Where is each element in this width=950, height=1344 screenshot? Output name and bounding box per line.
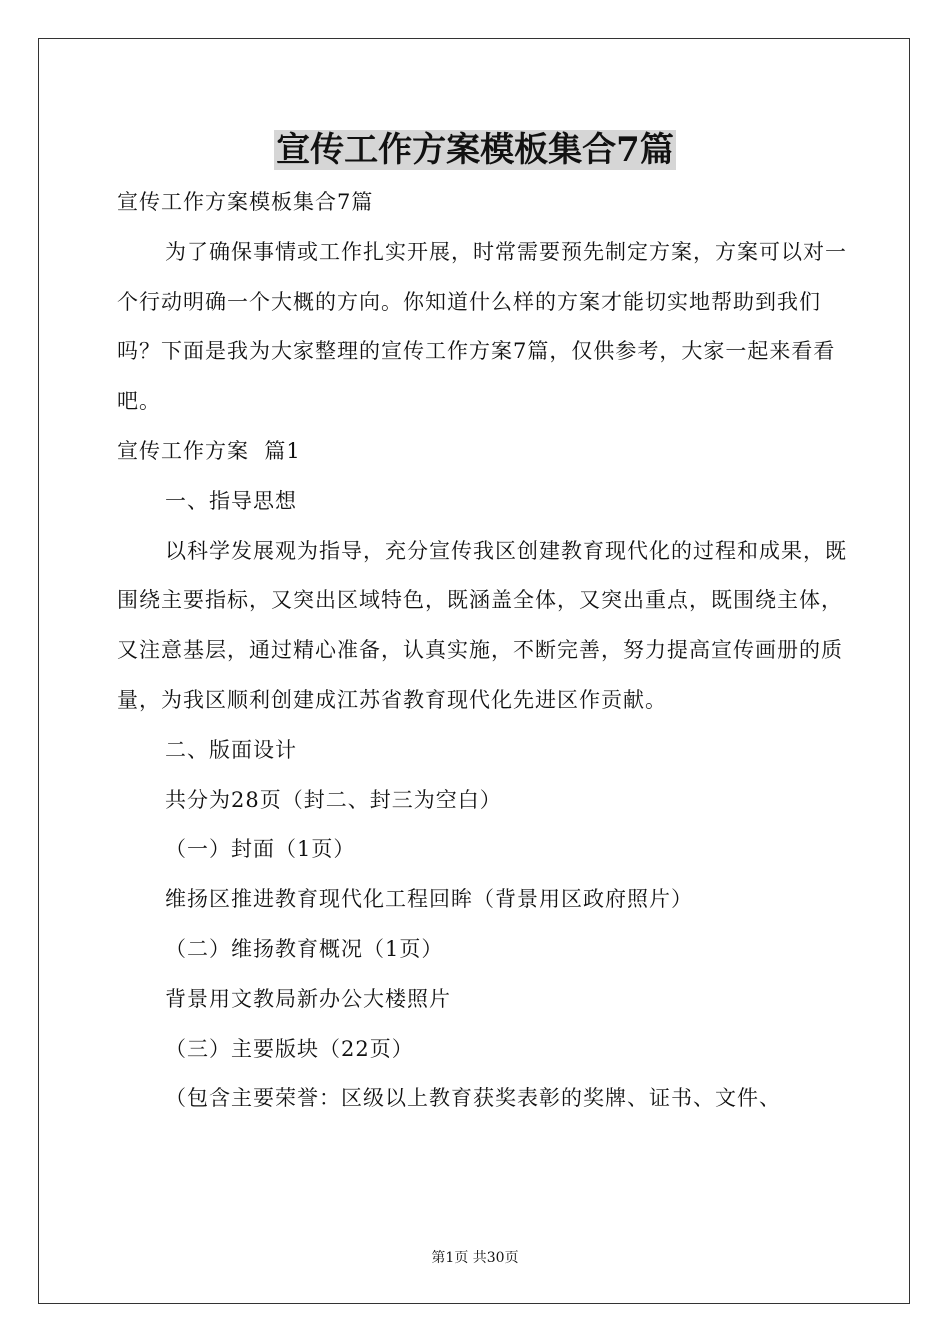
document-body xyxy=(117,178,857,1124)
paragraph: 以科学发展观为指导，充分宣传我区创建教育现代化的过程和成果，既围绕主要指标，又突出区域特色，既涵盖全体，又突出重点，既围绕主体，又注意基层，通过精心准备，认真实施，不断完善，努力提高宣传画册的质量，为我区顺利创建成江苏省教育现代化先进区作贡献。 xyxy=(117,538,847,712)
paragraph: （二）维扬教育概况（1页） xyxy=(165,936,444,961)
paragraph: 背景用文教局新办公大楼照片 xyxy=(165,986,451,1011)
paragraph: （包含主要荣誉：区级以上教育获奖表彰的奖牌、证书、文件、 xyxy=(165,1086,781,1111)
paragraph: 为了确保事情或工作扎实开展，时常需要预先制定方案，方案可以对一个行动明确一个大概的方向。你知道什么样的方案才能切实地帮助到我们吗？下面是我为大家整理的宣传工作方案7篇，仅供参考，大家一起来看看吧。 xyxy=(117,239,847,414)
paragraph: （一）封面（1页） xyxy=(165,837,356,862)
paragraph: 宣传工作方案模板集合7篇 xyxy=(117,190,374,214)
paragraph: 一、指导思想 xyxy=(165,488,297,513)
page-number: 第1页 共30页 xyxy=(431,1250,519,1266)
paragraph: 维扬区推进教育现代化工程回眸（背景用区政府照片） xyxy=(165,887,693,912)
document-title xyxy=(0,128,950,172)
paragraph: 共分为28页（封二、封三为空白） xyxy=(165,787,502,812)
paragraph: 宣传工作方案 篇1 xyxy=(117,438,301,463)
paragraph: 二、版面设计 xyxy=(165,737,297,762)
document-title-text: 宣传工作方案模板集合7篇 xyxy=(276,130,674,170)
paragraph: （三）主要版块（22页） xyxy=(165,1036,414,1061)
